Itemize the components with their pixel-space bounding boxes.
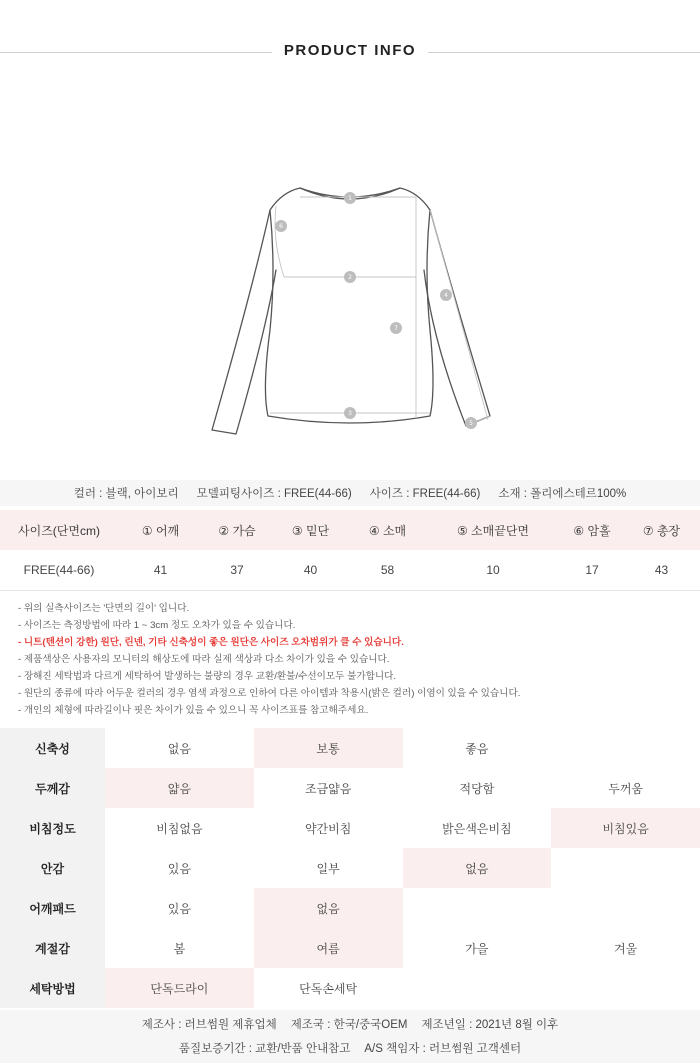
svg-text:2: 2 [348, 274, 352, 281]
feature-option: 밝은색은비침 [442, 821, 512, 836]
feature-label: 안감 [0, 848, 105, 888]
feature-row [0, 968, 700, 1008]
size-table-bottom-rule [0, 590, 700, 591]
footer-country: 제조국 : 한국/중국OEM [290, 1019, 408, 1031]
header-divider-right [428, 52, 700, 53]
feature-label: 계절감 [0, 928, 105, 968]
feature-option-selected: 비침있음 [551, 808, 700, 848]
feature-row [0, 848, 700, 888]
garment-measurement-diagram [0, 170, 700, 450]
marker-5-sleeve-end [465, 417, 477, 429]
feature-option-selected: 없음 [403, 848, 552, 888]
size-notes [18, 600, 688, 719]
size-table [0, 510, 700, 591]
size-header-sleeve: ④ 소매 [350, 510, 425, 550]
feature-row [0, 768, 700, 808]
feature-option-selected: 얇음 [105, 768, 254, 808]
footer-manufacture-date: 제조년일 : 2021년 8월 이후 [421, 1019, 559, 1031]
note-item: - 장해진 세탁법과 다르게 세탁하여 발생하는 불량의 경우 교환/환불/수선이모두 불가합니다. [18, 671, 397, 682]
svg-text:5: 5 [469, 420, 473, 427]
size-cell-shoulder: 41 [153, 563, 168, 577]
summary-material: 소재 : 폴리에스테르100% [498, 488, 627, 500]
fabric-feature-table [0, 728, 700, 1008]
summary-model-size: 모델피팅사이즈 : FREE(44-66) [196, 488, 352, 500]
footer-warranty: 품질보증기간 : 교환/반품 안내참고 [178, 1043, 351, 1055]
footer-row-manufacturer [0, 1012, 700, 1036]
size-cell-total-length: 43 [654, 563, 669, 577]
feature-label: 신축성 [0, 728, 105, 768]
feature-option [403, 968, 552, 1008]
svg-text:4: 4 [444, 292, 448, 299]
feature-option-selected: 없음 [254, 888, 403, 928]
feature-label: 어깨패드 [0, 888, 105, 928]
note-item: - 위의 실측사이즈는 '단면의 길이' 입니다. [18, 603, 190, 614]
marker-6-armhole [275, 220, 287, 232]
feature-option: 단독손세탁 [299, 981, 358, 996]
size-cell-sleeve-end: 10 [486, 563, 500, 577]
size-cell-sleeve: 58 [380, 563, 395, 577]
feature-option: 비침없음 [156, 821, 203, 836]
feature-option: 가을 [465, 941, 489, 956]
feature-row [0, 928, 700, 968]
feature-option [551, 728, 700, 768]
feature-label: 두께감 [0, 768, 105, 808]
size-header-armhole: ⑥ 암홀 [561, 510, 623, 550]
feature-option [551, 848, 700, 888]
header-divider-left [0, 52, 272, 53]
feature-option: 일부 [316, 861, 340, 876]
feature-row [0, 888, 700, 928]
product-legal-footer [0, 1010, 700, 1063]
feature-option [403, 888, 552, 928]
svg-text:3: 3 [348, 410, 352, 417]
measurement-markers [0, 170, 700, 450]
note-item: - 제품색상은 사용자의 모니터의 해상도에 따라 실제 색상과 다소 차이가 있을 수 있습니다. [18, 654, 390, 665]
feature-option: 조금얇음 [304, 781, 352, 796]
feature-option-selected: 여름 [254, 928, 403, 968]
size-header-chest: ② 가슴 [203, 510, 271, 550]
feature-option: 겨울 [614, 941, 638, 956]
svg-text:6: 6 [279, 223, 283, 230]
size-cell-size: FREE(44-66) [23, 563, 95, 577]
size-cell-hem: 40 [303, 563, 318, 577]
feature-option: 없음 [167, 741, 191, 756]
marker-4-sleeve [440, 289, 452, 301]
feature-label: 세탁방법 [0, 968, 105, 1008]
footer-manufacturer: 제조사 : 러브썸원 제휴업체 [141, 1019, 277, 1031]
summary-size: 사이즈 : FREE(44-66) [369, 488, 481, 500]
feature-option-selected: 보통 [254, 728, 403, 768]
note-item: - 사이즈는 측정방법에 따라 1 ~ 3cm 정도 오차가 있을 수 있습니다. [18, 620, 296, 631]
marker-3-hem [344, 407, 356, 419]
size-header-label: 사이즈(단면cm) [0, 510, 118, 550]
feature-option-selected: 단독드라이 [105, 968, 254, 1008]
feature-option: 약간비침 [304, 821, 352, 836]
summary-color: 컬러 : 블랙, 아이보리 [73, 488, 179, 500]
size-header-hem: ③ 밑단 [271, 510, 350, 550]
feature-option: 봄 [173, 941, 186, 956]
footer-row-warranty [0, 1036, 700, 1060]
size-cell-chest: 37 [230, 563, 244, 577]
size-table-row [0, 550, 700, 590]
size-table-header-row [0, 510, 700, 550]
size-table-rule-cell [0, 590, 700, 591]
product-summary-bar [0, 480, 700, 506]
size-header-sleeve-end: ⑤ 소매끝단면 [425, 510, 561, 550]
feature-option: 두꺼움 [608, 781, 644, 796]
marker-7-total-length [390, 322, 402, 334]
marker-2-chest [344, 271, 356, 283]
size-header-total-length: ⑦ 총장 [623, 510, 700, 550]
feature-row [0, 808, 700, 848]
product-info-title: PRODUCT INFO [283, 42, 417, 59]
feature-label: 비침정도 [0, 808, 105, 848]
feature-row [0, 728, 700, 768]
size-header-shoulder: ① 어깨 [118, 510, 203, 550]
feature-option: 적당함 [459, 781, 495, 796]
marker-1-shoulder [344, 192, 356, 204]
footer-as-contact: A/S 책임자 : 러브썸원 고객센터 [364, 1043, 522, 1055]
feature-option [551, 968, 700, 1008]
svg-text:1: 1 [348, 195, 352, 202]
feature-option: 좋음 [465, 741, 489, 756]
feature-option: 있음 [167, 901, 191, 916]
note-item: - 개인의 체형에 따라길이나 핏은 차이가 있을 수 있으니 꼭 사이즈표를 참고해주세요. [18, 705, 369, 716]
feature-option [551, 888, 700, 928]
svg-text:7: 7 [394, 325, 398, 332]
size-cell-armhole: 17 [585, 563, 599, 577]
note-item: - 원단의 종류에 따라 어두운 컬러의 경우 염색 과정으로 인하여 다른 아이템과 착용시(밝은 컬러) 이염이 있을 수 있습니다. [18, 688, 521, 699]
feature-option: 있음 [167, 861, 191, 876]
note-item-warning: - 니트(텐션이 강한) 원단, 린넨, 기타 신축성이 좋은 원단은 사이즈 오차범위가 클 수 있습니다. [18, 637, 404, 648]
product-info-header [0, 0, 700, 100]
